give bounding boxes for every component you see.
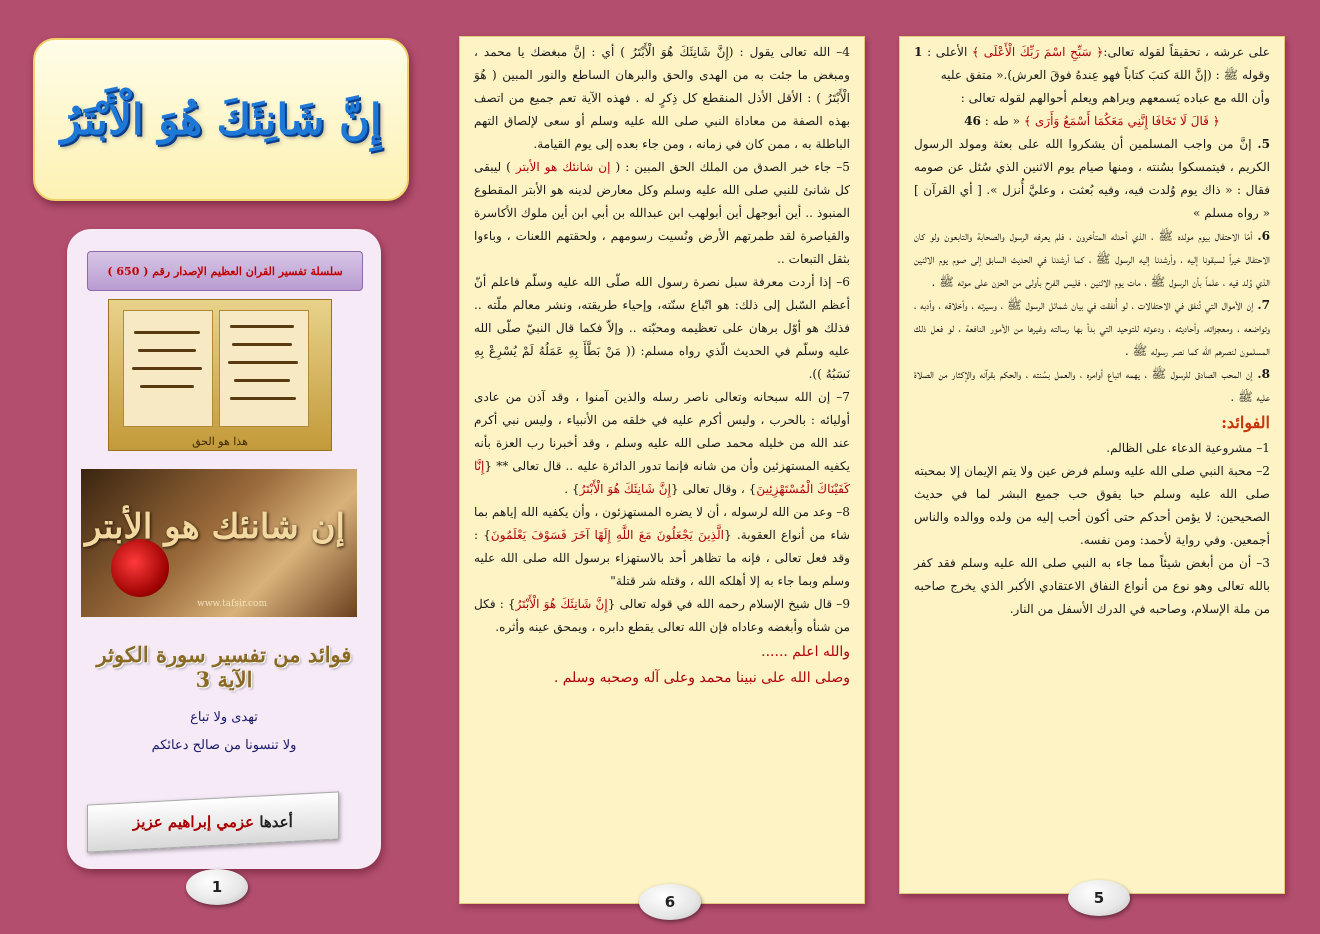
quote-al-ala: ﴿ سَبِّحِ اسْمَ رَبِّكَ الْأَعْلَى ﴾ (971, 45, 1104, 59)
point-5-body: ) ليبقى كل شانئ للنبي صلى الله عليه وسلم وكل معارض لدينه هو الأبتر المقطوع المنبوذ .. أين أبوجهل أين أبولهب ابن عبدالله بن أبي ابن أين ملوك الأكاسرة والقياصرة لقد طمرتهم الأرض ونُسيت رسومهم ، ولحقتهم اللعنات ، وباءوا بثقل التبعات .. (474, 160, 850, 266)
quran-book-image (108, 299, 332, 451)
point-6-text: أمّا الاحتفال بيوم مولده ﷺ ، الذي أحدثه المتأخرون ، فلم يعرفه الرسول والصحابة والتابعون ولو كان الاحتفال خيراً لسبقونا إليه ، وأرشدنا إليه الرسول ﷺ ، كما أرشدنا في الحديث السابق إلى صوم يوم الاثنين الذي وُلد فيه ، علماً بأن الرسول ﷺ ، مات يوم الاثنين ، فليس الفرح بأولى من الحزن على موته ﷺ . (914, 229, 1270, 289)
page-6-panel (459, 36, 865, 904)
point-7-quote-2: إِنَّ شَانِئَكَ هُوَ الْأَبْتَرُ (579, 482, 671, 496)
quote-taha (914, 110, 1270, 133)
point-5-right (914, 133, 1270, 225)
point-9-intro: 9– قال شيخ الإسلام رحمه الله في قوله تعالى { (607, 597, 851, 611)
book-left-page (123, 310, 213, 427)
point-6: 6– إذا أردت معرفة سبل نصرة رسول الله صلّى الله عليه وسلّم فاعلم أنّ أعظم السّبل إلى ذلك: هو اتّباع سنّته، وإحياء طريقته، ونشر معالم ملّته .. فذلك هو أوّل برهان على تعظيمه ومحبّته .. وإلاّ فكما قال النبيّ صلّى الله عليه وسلّم في الحديث الّذي رواه مسلم: (( مَنْ بَطَّأَ بِهِ عَمَلُهُ لَمْ يُسْرِعْ بِهِ نَسَبُهُ )). (474, 275, 850, 381)
benefits-heading: الفوائد: (1221, 413, 1270, 432)
image-watermark: www.tafsir.com (197, 599, 267, 609)
point-5-number: 5. (1257, 137, 1270, 151)
rose-icon (111, 539, 169, 597)
point-7 (474, 386, 850, 501)
point-7-intro: 7– إن الله سبحانه وتعالى ناصر رسله والذين آمنوا ، وقد آذن من عادى أوليائه : بالحرب ، وليس أكرم عليه في خلقه من الأنبياء ، وليس نبي أكرم عند الله من خليله محمد صلى الله عليه وسلم ، وقد أخبرنا رب العزة بأنه يكفيه المستهزئين وأن من شانه فإنما تدور الدائرة عليه .. قال تعالى ** { (474, 390, 850, 473)
point-8-number: 8. (1257, 367, 1270, 381)
title-box (33, 38, 409, 201)
point-5-intro: 5– جاء خبر الصدق من الملك الحق المبين : ( (615, 160, 850, 174)
author-ribbon (87, 791, 339, 852)
calligraphy-painting (81, 469, 357, 617)
point-7-number: 7. (1257, 298, 1270, 312)
point-6-number: 6. (1257, 229, 1270, 243)
point-8-body: } : وقد فعل تعالى ، فإنه ما تظاهر أحد بالاستهزاء برسول الله صلى الله عليه وسلم وبما جاء به إلا أهلكه الله ، وقتله شر قتلة" (474, 528, 850, 588)
page-number-5: 5 (1068, 880, 1130, 916)
quote-taha-text: ﴿ قَالَ لَا تَخَافَا إِنَّنِي مَعَكُمَا أَسْمَعُ وَأَرَى ﴾ (1023, 114, 1220, 128)
cover-panel (67, 229, 381, 869)
hadith-kitab: وقوله ﷺ : (إنَّ اللهَ كتبَ كتاباً فهو عِندهُ فوقَ العرش).« متفق عليه (940, 68, 1270, 82)
gift-line: تهدى ولا تباع (190, 710, 258, 725)
allah-with-servants: وأن الله مع عباده يَسمعهم ويراهم ويعلم أحوالهم لقوله تعالى : (960, 91, 1270, 105)
prayer-request-line: ولا تنسونا من صالح دعائكم (151, 738, 297, 753)
surah-ref: الأعلى : (927, 45, 968, 59)
point-4: 4– الله تعالى يقول : (إِنَّ شَانِئَكَ هُوَ الْأَبْتَرُ ) أي : إنَّ مبغضك يا محمد ، ومبغض ما جئت به من الهدى والحق والبرهان الساطع والنور المبين ( هُوَ الْأَبْتَرُ ) : الأقل الأذل المنقطع كل ذِكرٍ له . فهذه الآية تعم جميع من اتصف بهذه الصفة من معاداة النبي صلى الله عليه وسلم أو سعى لإلصاق التهم الباطلة به ، ممن كان في زمانه ، ومن جاء بعده إلى يوم القيامة. (474, 45, 850, 151)
book-right-page (219, 310, 309, 427)
benefit-1: 1– مشروعية الدعاء على الظالم. (1106, 441, 1270, 455)
quote-taha-number: 46 (964, 114, 981, 128)
point-9-quote: إِنَّ شَانِئَكَ هُوَ الْأَبْتَرُ (515, 597, 608, 611)
author-name: عزمي إبراهيم عزيز (133, 813, 255, 831)
throne-intro: على عرشه ، تحقيقاً لقوله تعالى: (1103, 45, 1270, 59)
benefit-2: 2– محبة النبي صلى الله عليه وسلم فرض عين ولا يتم الإيمان إلا بمحبته صلى الله عليه وسلم حبا يفوق حب جميع البشر لما في حديث الصحيحين: لا يؤمن أحدكم حتى أكون أحب إليه من ولده ووالده والناس أجمعين. وفي رواية لأحمد: ومن نفسه. (914, 464, 1270, 547)
point-7-quote-1: إِنَّا كَفَيْنَاكَ الْمُسْتَهْزِئِينَ (474, 459, 850, 496)
book-caption: هذا هو الحق (192, 435, 248, 448)
series-banner: سلسلة تفسير القران العظيم الإصدار رقم ( 650 ) (87, 251, 363, 291)
point-6-right (914, 225, 1270, 294)
page-5-panel (899, 36, 1285, 894)
closing-allah-knows: والله اعلم ...... (761, 644, 850, 660)
author-prefix: أعدها (259, 813, 293, 831)
page-number-6: 6 (639, 884, 701, 920)
closing-salutation: وصلى الله على نبينا محمد وعلى آله وصحبه وسلم . (553, 670, 850, 686)
point-8-quote: الَّذِينَ يَجْعَلُونَ مَعَ اللَّهِ إِلَهًا آخَرَ فَسَوْفَ يَعْلَمُونَ (490, 528, 725, 542)
page-number-1: 1 (186, 869, 248, 905)
point-8-text: إن المحب الصادق للرسول ﷺ ، يهمه اتباع أوامره ، والعمل بسُنته ، والحكم بقرآنه والإكثار من الصلاة عليه ﷺ . (914, 367, 1270, 404)
brochure-title: إِنَّ شَانِئَكَ هُوَ الْأَبْتَرُ (60, 95, 382, 144)
point-9-body: } : فكل من شنأه وأبغضه وعاداه فإن الله تعالى يقطع دابره ، ويمحق عينه وأثره. (474, 597, 850, 634)
point-9 (474, 593, 850, 639)
point-5 (474, 156, 850, 271)
point-5-text: إنَّ من واجب المسلمين أن يشكروا الله على بعثة ومولد الرسول الكريم ، فيتمسكوا بسُنته ، ومنها صيام يوم الاثنين الذي سُئل عن صومه فقال : « ذاك يوم وُلدت فيه، وفيه بُعثت ، وعليَّ أُنزل ». [ أي القرآن ] « رواه مسلم » (914, 137, 1270, 220)
benefit-3: 3– أن من أبغض شيئاً مما جاء به النبي صلى الله عليه وسلم فقد كفر بالله تعالى وهو نوع من أنواع النفاق الاعتقادي الأكبر الذي يخرج صاحبه من ملة الإسلام، وصاحبه في الدرك الأسفل من النار. (914, 556, 1270, 616)
painting-calligraphy: إن شانئك هو الأبتر (85, 507, 345, 547)
point-7-mid: } ، وقال تعالى { (670, 482, 757, 496)
point-7-right (914, 294, 1270, 363)
point-5-quote: إن شانئك هو الأبتر (515, 160, 611, 174)
point-7-text: إن الأموال التي تُنفق في الاحتفالات ، لو أُنفقت في بيان شمائل الرسول ﷺ ، وسيرته ، وأخلاقه ، وأدبه ، وتواضعه ، ومعجزاته، وأحاديثه ، ودعوته للتوحيد التي بدأ بها رسالته وغيرها من الأمور النافعة ، لو فعل ذلك المسلمون لنصرهم الله كما نصر رسوله ﷺ . (914, 298, 1270, 358)
point-7-end: } . (564, 482, 580, 496)
surah-ref-number: 1 (914, 45, 923, 59)
throne-paragraph (914, 41, 1270, 87)
point-8-right (914, 363, 1270, 409)
point-8 (474, 501, 850, 593)
series-title: فوائد من تفسير سورة الكوثر الآية 3 (96, 642, 352, 692)
quote-taha-ref: « طه : (984, 114, 1021, 128)
point-8-intro: 8– وعد من الله لرسوله ، أن لا يضره المستهزئون ، وأن يكفيه الله إياهم بما شاء من أنواع العقوبة. { (474, 505, 851, 542)
author-credit (133, 813, 293, 831)
